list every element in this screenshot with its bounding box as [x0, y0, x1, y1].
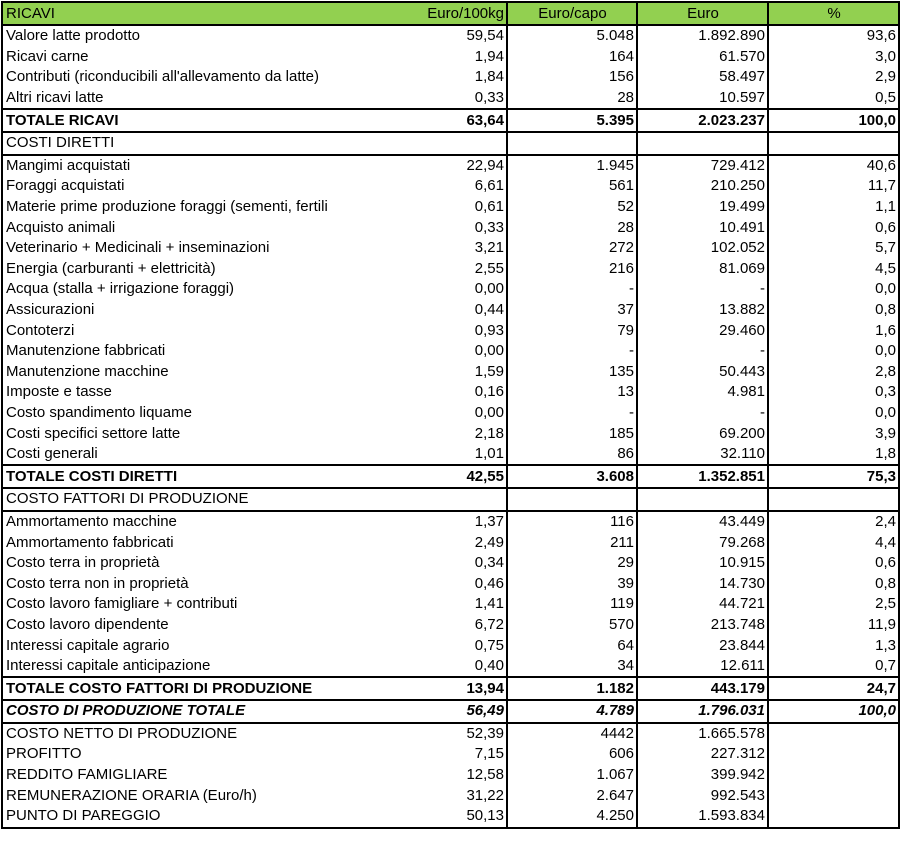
value-euro-capo: 39	[507, 573, 637, 594]
value-percent: 0,3	[768, 382, 899, 403]
value-euro-capo: 116	[507, 511, 637, 533]
row-label-cell	[2, 553, 507, 574]
row-label-cell	[2, 615, 507, 636]
row-label: Costi generali	[6, 445, 98, 463]
row-label-cell	[2, 511, 507, 533]
value-euro: 1.796.031	[637, 700, 768, 723]
row-label: COSTO NETTO DI PRODUZIONE	[6, 724, 238, 742]
row-label: Materie prime produzione foraggi (sementi, fertili	[6, 198, 328, 216]
row-label-cell	[2, 217, 507, 238]
row-label-cell	[2, 109, 507, 132]
value-percent	[768, 785, 899, 806]
header-cell-label	[2, 2, 507, 25]
value-euro-capo: 606	[507, 744, 637, 765]
value-euro: -	[637, 403, 768, 424]
value-percent: 0,7	[768, 656, 899, 678]
value-euro-100kg: 6,61	[474, 177, 504, 195]
value-euro-100kg: 1,41	[474, 595, 504, 613]
row-label: REDDITO FAMIGLIARE	[6, 766, 168, 784]
row-label-cell	[2, 806, 507, 828]
value-euro-capo: 4.789	[507, 700, 637, 723]
table-row	[2, 341, 899, 362]
table-row	[2, 217, 899, 238]
value-euro-capo: 34	[507, 656, 637, 678]
table-row	[2, 403, 899, 424]
value-percent	[768, 765, 899, 786]
row-label: Costo lavoro dipendente	[6, 615, 169, 633]
value-percent: 75,3	[768, 465, 899, 488]
value-percent: 93,6	[768, 25, 899, 47]
value-euro-100kg: 0,93	[474, 321, 504, 339]
value-euro: 14.730	[637, 573, 768, 594]
value-euro: 19.499	[637, 197, 768, 218]
row-label-cell	[2, 700, 507, 723]
value-euro: 102.052	[637, 238, 768, 259]
table-row	[2, 155, 899, 177]
table-row	[2, 300, 899, 321]
value-euro: 12.611	[637, 656, 768, 678]
row-label: Costo lavoro famigliare + contributi	[6, 595, 238, 613]
value-euro: 1.892.890	[637, 25, 768, 47]
row-label-cell	[2, 444, 507, 466]
value-euro-100kg: 1,94	[474, 47, 504, 65]
row-label-cell	[2, 259, 507, 280]
value-euro: 23.844	[637, 635, 768, 656]
table-row	[2, 88, 899, 110]
value-euro-capo: 13	[507, 382, 637, 403]
value-percent: 0,8	[768, 300, 899, 321]
table-row	[2, 259, 899, 280]
indicator-row	[2, 785, 899, 806]
section-title: COSTO FATTORI DI PRODUZIONE	[2, 488, 507, 511]
cost-table-sheet	[1, 1, 898, 829]
value-euro-100kg: 7,15	[474, 745, 504, 763]
value-euro-capo: 28	[507, 217, 637, 238]
value-percent: 100,0	[768, 109, 899, 132]
table-row	[2, 423, 899, 444]
value-euro-100kg: 6,72	[474, 615, 504, 633]
totale-costi-diretti-row	[2, 465, 899, 488]
row-label: TOTALE RICAVI	[6, 111, 119, 129]
row-label: Ammortamento macchine	[6, 512, 177, 530]
value-euro-100kg: 22,94	[466, 156, 504, 174]
value-euro: 443.179	[637, 677, 768, 700]
value-percent: 2,5	[768, 594, 899, 615]
value-percent: 0,8	[768, 573, 899, 594]
table-row	[2, 47, 899, 68]
value-percent: 1,6	[768, 320, 899, 341]
value-percent: 40,6	[768, 155, 899, 177]
totale-fattori-row	[2, 677, 899, 700]
value-euro-capo: 272	[507, 238, 637, 259]
empty-cell	[507, 132, 637, 155]
value-euro-capo: 570	[507, 615, 637, 636]
value-euro-100kg: 42,55	[466, 467, 504, 485]
value-euro-capo: -	[507, 279, 637, 300]
section-costi-diretti	[2, 132, 899, 155]
value-euro-100kg: 31,22	[466, 786, 504, 804]
row-label: Manutenzione macchine	[6, 362, 169, 380]
value-percent: 4,5	[768, 259, 899, 280]
value-euro: 43.449	[637, 511, 768, 533]
value-percent: 0,6	[768, 217, 899, 238]
row-label: Contoterzi	[6, 321, 75, 339]
row-label-cell	[2, 25, 507, 47]
indicator-row	[2, 765, 899, 786]
value-percent: 5,7	[768, 238, 899, 259]
value-euro-capo: 2.647	[507, 785, 637, 806]
row-label-cell	[2, 197, 507, 218]
row-label: PUNTO DI PAREGGIO	[6, 807, 161, 825]
value-euro-capo: 1.182	[507, 677, 637, 700]
value-euro-100kg: 56,49	[466, 702, 504, 720]
value-euro-capo: 52	[507, 197, 637, 218]
row-label-cell	[2, 785, 507, 806]
value-euro: 10.491	[637, 217, 768, 238]
table-row	[2, 553, 899, 574]
value-percent	[768, 744, 899, 765]
row-label-cell	[2, 465, 507, 488]
table-row	[2, 382, 899, 403]
value-percent: 3,9	[768, 423, 899, 444]
value-percent: 24,7	[768, 677, 899, 700]
table-row	[2, 615, 899, 636]
header-euro-capo: Euro/capo	[507, 2, 637, 25]
row-label-cell	[2, 279, 507, 300]
row-label: Costo terra in proprietà	[6, 554, 160, 572]
value-euro-100kg: 52,39	[466, 724, 504, 742]
table-row	[2, 238, 899, 259]
table-row	[2, 279, 899, 300]
value-percent: 2,8	[768, 362, 899, 383]
value-euro-100kg: 2,18	[474, 424, 504, 442]
value-euro: 992.543	[637, 785, 768, 806]
empty-cell	[637, 132, 768, 155]
value-euro-100kg: 0,61	[474, 198, 504, 216]
value-euro-capo: 37	[507, 300, 637, 321]
value-euro-100kg: 0,00	[474, 342, 504, 360]
row-label-cell	[2, 656, 507, 678]
value-euro-capo: -	[507, 341, 637, 362]
value-euro-capo: 1.067	[507, 765, 637, 786]
row-label: PROFITTO	[6, 745, 82, 763]
table-row	[2, 532, 899, 553]
value-percent: 100,0	[768, 700, 899, 723]
value-euro-capo: 164	[507, 47, 637, 68]
value-euro: -	[637, 341, 768, 362]
row-label-cell	[2, 423, 507, 444]
row-label-cell	[2, 238, 507, 259]
value-percent: 0,0	[768, 341, 899, 362]
value-euro: 69.200	[637, 423, 768, 444]
indicator-row	[2, 744, 899, 765]
row-label-cell	[2, 403, 507, 424]
table-row	[2, 594, 899, 615]
row-label-cell	[2, 382, 507, 403]
value-euro-100kg: 0,33	[474, 218, 504, 236]
value-euro-100kg: 1,84	[474, 68, 504, 86]
value-euro-100kg: 1,37	[474, 512, 504, 530]
row-label: Acqua (stalla + irrigazione foraggi)	[6, 280, 235, 298]
value-euro-100kg: 0,46	[474, 574, 504, 592]
value-euro-capo: 211	[507, 532, 637, 553]
table-row	[2, 67, 899, 88]
value-percent: 3,0	[768, 47, 899, 68]
row-label-cell	[2, 67, 507, 88]
table-row	[2, 444, 899, 466]
value-euro-100kg: 63,64	[466, 111, 504, 129]
value-euro: 729.412	[637, 155, 768, 177]
row-label: REMUNERAZIONE ORARIA (Euro/h)	[6, 786, 257, 804]
header-ricavi: RICAVI	[6, 4, 55, 22]
costo-produzione-totale-row	[2, 700, 899, 723]
value-percent: 1,8	[768, 444, 899, 466]
value-euro: 1.352.851	[637, 465, 768, 488]
empty-cell	[507, 488, 637, 511]
value-euro-capo: 86	[507, 444, 637, 466]
row-label: Costo terra non in proprietà	[6, 574, 189, 592]
value-euro-100kg: 2,49	[474, 533, 504, 551]
header-euro: Euro	[637, 2, 768, 25]
value-euro: 213.748	[637, 615, 768, 636]
value-euro-100kg: 13,94	[466, 679, 504, 697]
value-euro-capo: 119	[507, 594, 637, 615]
value-euro-capo: -	[507, 403, 637, 424]
row-label: TOTALE COSTO FATTORI DI PRODUZIONE	[6, 679, 313, 697]
value-euro-100kg: 0,40	[474, 657, 504, 675]
row-label-cell	[2, 594, 507, 615]
value-euro: 227.312	[637, 744, 768, 765]
empty-cell	[768, 488, 899, 511]
value-percent: 1,3	[768, 635, 899, 656]
row-label: Acquisto animali	[6, 218, 116, 236]
row-label: Manutenzione fabbricati	[6, 342, 166, 360]
value-euro: 44.721	[637, 594, 768, 615]
row-label: Costo spandimento liquame	[6, 403, 192, 421]
value-euro-100kg: 0,33	[474, 89, 504, 107]
row-label-cell	[2, 176, 507, 197]
indicator-row	[2, 723, 899, 745]
row-label-cell	[2, 320, 507, 341]
empty-cell	[768, 132, 899, 155]
value-euro: 4.981	[637, 382, 768, 403]
row-label: COSTO DI PRODUZIONE TOTALE	[6, 702, 246, 720]
table-row	[2, 176, 899, 197]
value-euro-capo: 29	[507, 553, 637, 574]
row-label: Contributi (riconducibili all'allevamento da latte)	[6, 68, 320, 86]
value-percent: 2,4	[768, 511, 899, 533]
table-row	[2, 511, 899, 533]
value-euro: -	[637, 279, 768, 300]
table-row	[2, 573, 899, 594]
value-euro: 50.443	[637, 362, 768, 383]
row-label-cell	[2, 532, 507, 553]
value-euro-100kg: 50,13	[466, 807, 504, 825]
value-euro-100kg: 0,34	[474, 554, 504, 572]
value-percent: 0,6	[768, 553, 899, 574]
row-label-cell	[2, 573, 507, 594]
value-percent: 0,0	[768, 279, 899, 300]
value-euro: 399.942	[637, 765, 768, 786]
table-row	[2, 25, 899, 47]
row-label-cell	[2, 341, 507, 362]
table-row	[2, 197, 899, 218]
row-label: Ammortamento fabbricati	[6, 533, 174, 551]
value-euro: 58.497	[637, 67, 768, 88]
row-label-cell	[2, 362, 507, 383]
row-label: TOTALE COSTI DIRETTI	[6, 467, 178, 485]
value-euro-100kg: 12,58	[466, 766, 504, 784]
row-label: Assicurazioni	[6, 301, 95, 319]
row-label-cell	[2, 300, 507, 321]
row-label: Imposte e tasse	[6, 383, 112, 401]
row-label: Energia (carburanti + elettricità)	[6, 259, 216, 277]
value-euro-capo: 135	[507, 362, 637, 383]
value-euro-100kg: 3,21	[474, 239, 504, 257]
value-euro-100kg: 59,54	[466, 27, 504, 45]
value-percent: 0,0	[768, 403, 899, 424]
value-euro-capo: 5.395	[507, 109, 637, 132]
value-euro-100kg: 0,16	[474, 383, 504, 401]
value-euro-capo: 28	[507, 88, 637, 110]
value-euro-capo: 216	[507, 259, 637, 280]
value-euro: 1.593.834	[637, 806, 768, 828]
value-euro: 10.915	[637, 553, 768, 574]
table-row	[2, 362, 899, 383]
row-label-cell	[2, 88, 507, 110]
value-euro-capo: 185	[507, 423, 637, 444]
value-euro: 29.460	[637, 320, 768, 341]
value-euro-100kg: 0,00	[474, 403, 504, 421]
value-euro-capo: 4442	[507, 723, 637, 745]
value-euro-capo: 79	[507, 320, 637, 341]
table-row	[2, 656, 899, 678]
value-percent: 11,7	[768, 176, 899, 197]
value-percent	[768, 806, 899, 828]
value-euro: 10.597	[637, 88, 768, 110]
row-label: Valore latte prodotto	[6, 27, 140, 45]
row-label-cell	[2, 47, 507, 68]
value-euro: 1.665.578	[637, 723, 768, 745]
section-costo-fattori	[2, 488, 899, 511]
row-label-cell	[2, 723, 507, 745]
row-label: Interessi capitale anticipazione	[6, 657, 211, 675]
totale-ricavi-row	[2, 109, 899, 132]
value-euro-capo: 156	[507, 67, 637, 88]
value-euro-capo: 561	[507, 176, 637, 197]
value-percent: 11,9	[768, 615, 899, 636]
value-euro-100kg: 1,01	[474, 445, 504, 463]
row-label: Costi specifici settore latte	[6, 424, 181, 442]
value-euro-capo: 1.945	[507, 155, 637, 177]
row-label-cell	[2, 765, 507, 786]
table-row	[2, 635, 899, 656]
empty-cell	[637, 488, 768, 511]
row-label: Mangimi acquistati	[6, 156, 131, 174]
value-euro-100kg: 1,59	[474, 362, 504, 380]
row-label: Altri ricavi latte	[6, 89, 104, 107]
value-euro: 210.250	[637, 176, 768, 197]
row-label-cell	[2, 155, 507, 177]
header-euro-100kg: Euro/100kg	[427, 4, 504, 22]
value-euro: 13.882	[637, 300, 768, 321]
row-label-cell	[2, 744, 507, 765]
value-euro: 2.023.237	[637, 109, 768, 132]
value-percent: 4,4	[768, 532, 899, 553]
value-euro-capo: 64	[507, 635, 637, 656]
row-label: Ricavi carne	[6, 47, 89, 65]
cost-table	[1, 1, 900, 829]
value-euro: 61.570	[637, 47, 768, 68]
value-percent	[768, 723, 899, 745]
value-percent: 0,5	[768, 88, 899, 110]
row-label: Foraggi acquistati	[6, 177, 125, 195]
value-euro-100kg: 2,55	[474, 259, 504, 277]
value-euro-capo: 3.608	[507, 465, 637, 488]
value-euro-100kg: 0,44	[474, 301, 504, 319]
value-percent: 2,9	[768, 67, 899, 88]
value-euro: 32.110	[637, 444, 768, 466]
row-label: Veterinario + Medicinali + inseminazioni	[6, 239, 270, 257]
value-euro-100kg: 0,75	[474, 636, 504, 654]
row-label-cell	[2, 677, 507, 700]
row-label: Interessi capitale agrario	[6, 636, 170, 654]
header-row	[2, 2, 899, 25]
row-label-cell	[2, 635, 507, 656]
value-euro-capo: 5.048	[507, 25, 637, 47]
section-title: COSTI DIRETTI	[2, 132, 507, 155]
value-percent: 1,1	[768, 197, 899, 218]
header-percent: %	[768, 2, 899, 25]
value-euro: 79.268	[637, 532, 768, 553]
value-euro: 81.069	[637, 259, 768, 280]
value-euro-100kg: 0,00	[474, 280, 504, 298]
value-euro-capo: 4.250	[507, 806, 637, 828]
table-row	[2, 320, 899, 341]
indicator-row	[2, 806, 899, 828]
